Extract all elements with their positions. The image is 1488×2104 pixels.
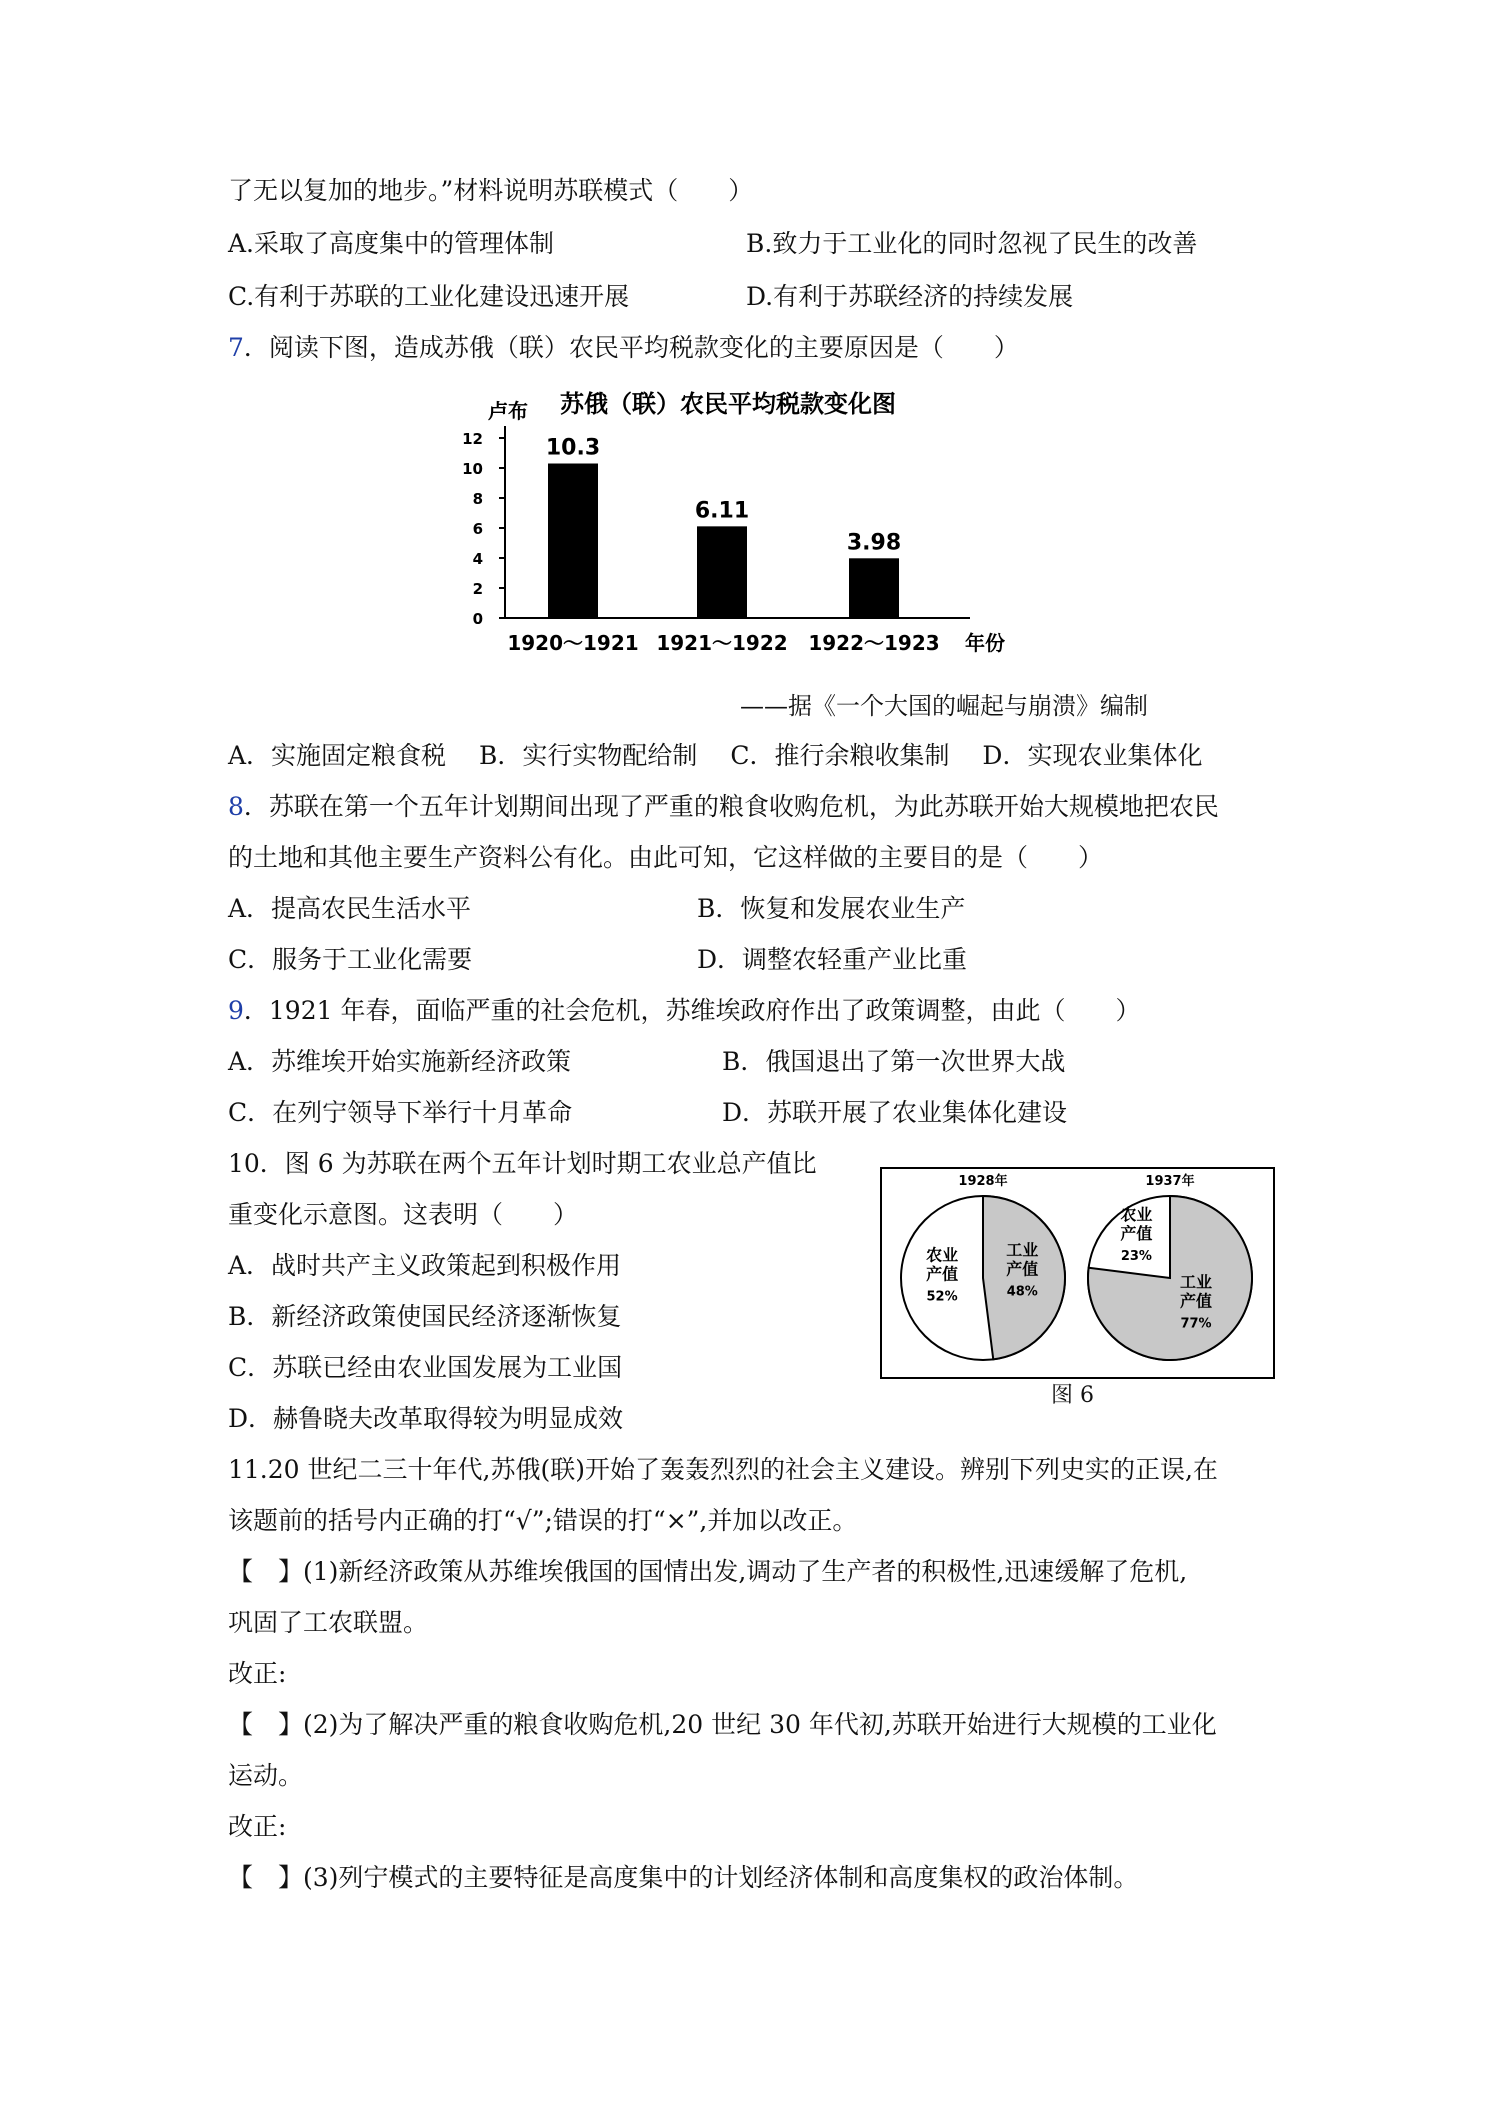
q11-item1-correction: 改正: [228,1659,287,1688]
y-axis-label: 卢布 [488,399,528,423]
q11-item2-correction: 改正: [228,1812,287,1841]
q10-option-a: A．战时共产主义政策起到积极作用 [228,1251,622,1280]
q10-stem-line1: 10．图 6 为苏联在两个五年计划时期工农业总产值比 [228,1149,817,1178]
q10-option-b: B．新经济政策使国民经济逐渐恢复 [228,1302,622,1331]
q11-item1-line2: 巩固了工农联盟。 [228,1608,429,1637]
bar-1 [548,464,598,619]
pie-slice-pct: 48% [1006,1284,1038,1300]
y-tick-label: 12 [462,430,483,448]
bar-3 [849,558,899,618]
q9-option-c: C．在列宁领导下举行十月革命 [228,1098,573,1127]
q6-option-a: A.采取了高度集中的管理体制 [228,229,555,258]
bar-value-label: 10.3 [545,435,601,461]
q9-text: ．1921 年春，面临严重的社会危机，苏维埃政府作出了政策调整，由此（ ） [243,996,1141,1025]
q11-item3: 【 】(3)列宁模式的主要特征是高度集中的计划经济体制和高度集权的政治体制。 [228,1863,1139,1892]
y-tick-label: 0 [472,610,483,628]
chart-source-note: ——据《一个大国的崛起与崩溃》编制 [740,692,1148,720]
y-tick-label: 6 [472,520,483,538]
pie-slice-pct: 52% [926,1289,958,1305]
q9-option-d: D．苏联开展了农业集体化建设 [722,1098,1068,1127]
q7-stem [228,332,1019,364]
q8-stem-line2: 的土地和其他主要生产资料公有化。由此可知，它这样做的主要目的是（ ） [228,843,1104,872]
pie-slice-label: 产值 [1006,1259,1039,1279]
q11-item2-line2: 运动。 [228,1761,304,1790]
q8-stem-line1 [228,791,1219,823]
q6-option-d: D.有利于苏联经济的持续发展 [746,282,1074,311]
q8-text: ．苏联在第一个五年计划期间出现了严重的粮食收购危机，为此苏联开始大规模地把农民 [243,792,1219,821]
q8-option-d: D．调整农轻重产业比重 [697,945,968,974]
industry-agriculture-pie-charts [880,1167,1275,1379]
pie-slice-pct: 77% [1180,1316,1212,1332]
y-tick-label: 8 [472,490,483,508]
figure-6-caption: 图 6 [1051,1383,1094,1408]
x-tick-label: 1921～1922 [656,631,788,655]
tax-bar-chart [450,386,1030,676]
pie-slice-label: 工业 [1180,1272,1213,1292]
q11-stem-line2: 该题前的括号内正确的打“√”;错误的打“×”,并加以改正。 [228,1506,858,1535]
pie-slice-label: 产值 [1120,1223,1153,1243]
x-tick-label: 1922～1923 [808,631,940,655]
q8-option-b: B．恢复和发展农业生产 [697,894,966,923]
bar-2 [697,526,747,618]
pie-slice-label: 农业 [926,1245,959,1265]
q10-option-d: D．赫鲁晓夫改革取得较为明显成效 [228,1404,624,1433]
pie-slice-label: 工业 [1006,1240,1039,1260]
bar-value-label: 3.98 [846,530,902,556]
q7-text: ．阅读下图，造成苏俄（联）农民平均税款变化的主要原因是（ ） [243,333,1019,362]
pie-slice-label: 产值 [926,1264,959,1284]
x-tick-label: 1920～1921 [507,631,639,655]
pie-year-label: 1928年 [958,1174,1008,1189]
q11-stem-line1: 11.20 世纪二三十年代,苏俄(联)开始了轰轰烈烈的社会主义建设。辨别下列史实的正误,在 [228,1455,1218,1484]
x-axis-label: 年份 [965,631,1005,655]
q8-number: 8 [228,792,244,821]
q9-number: 9 [228,996,244,1025]
q9-stem [228,995,1140,1027]
q7-options: A．实施固定粮食税 B．实行实物配给制 C．推行余粮收集制 D．实现农业集体化 [228,741,1203,770]
q8-option-c: C．服务于工业化需要 [228,945,473,974]
q10-option-c: C．苏联已经由农业国发展为工业国 [228,1353,623,1382]
q10-stem-line2: 重变化示意图。这表明（ ） [228,1200,579,1229]
y-tick-label: 10 [462,460,483,478]
q11-item2-line1: 【 】(2)为了解决严重的粮食收购危机,20 世纪 30 年代初,苏联开始进行大规模的工业化 [228,1710,1217,1739]
pie-slice-label: 产值 [1180,1291,1213,1311]
q6-option-b: B.致力于工业化的同时忽视了民生的改善 [746,229,1198,258]
q6-option-c: C.有利于苏联的工业化建设迅速开展 [228,282,630,311]
bar-value-label: 6.11 [694,498,750,524]
q11-item1-line1: 【 】(1)新经济政策从苏维埃俄国的国情出发,调动了生产者的积极性,迅速缓解了危机, [228,1557,1188,1586]
chart-title: 苏俄（联）农民平均税款变化图 [560,390,896,418]
pie-slice-pct: 23% [1120,1248,1152,1264]
pie-year-label: 1937年 [1145,1174,1195,1189]
q8-option-a: A．提高农民生活水平 [228,894,472,923]
y-tick-label: 4 [472,550,483,568]
q9-option-b: B．俄国退出了第一次世界大战 [722,1047,1066,1076]
q7-number: 7 [228,333,244,362]
y-tick-label: 2 [472,580,483,598]
q6-stem-end: 了无以复加的地步。”材料说明苏联模式（ ） [228,176,754,205]
pie-slice-label: 农业 [1120,1204,1153,1224]
q9-option-a: A．苏维埃开始实施新经济政策 [228,1047,572,1076]
